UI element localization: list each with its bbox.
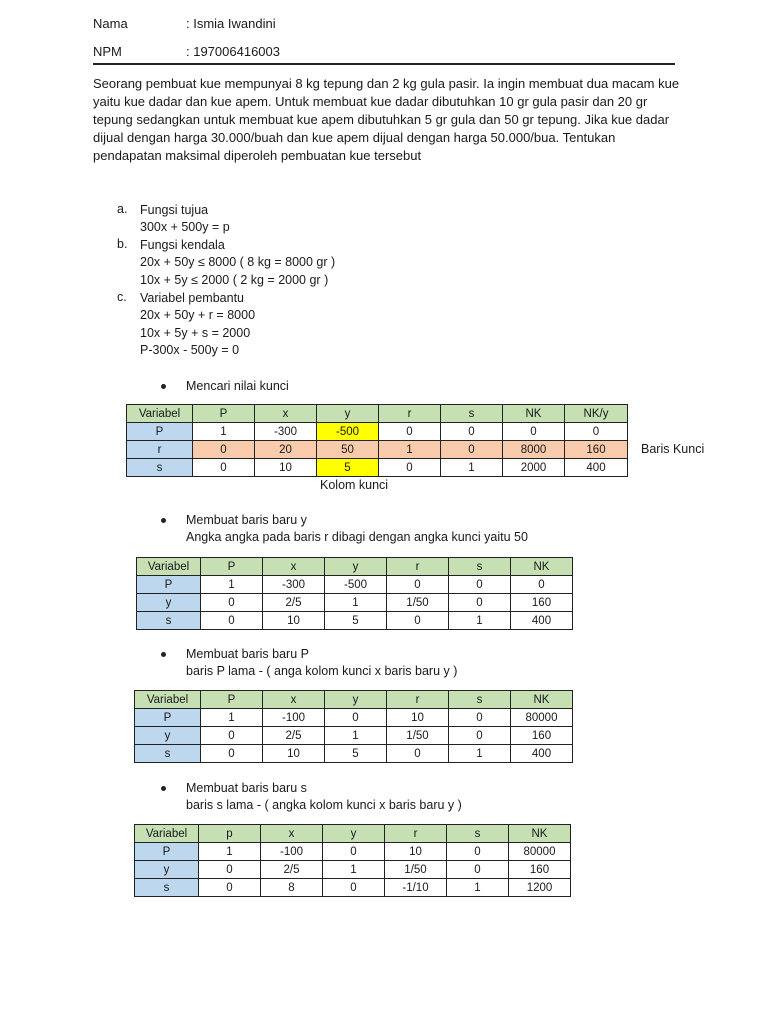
- step4-title: Membuat baris baru s: [186, 781, 307, 795]
- key-row-cell: 8000: [503, 441, 565, 459]
- header-cell: x: [255, 405, 317, 423]
- problem-statement: [93, 75, 693, 165]
- table-cell: 1: [325, 594, 387, 612]
- table-cell: 1: [441, 459, 503, 477]
- step3-description: baris P lama - ( anga kolom kunci x baris baru y ): [186, 664, 458, 678]
- table-cell: 160: [511, 594, 573, 612]
- header-cell: Variabel: [135, 691, 201, 709]
- table-cell: 1: [193, 423, 255, 441]
- table-cell: 10: [263, 612, 325, 630]
- step1-title: Mencari nilai kunci: [186, 379, 289, 393]
- table-row: [135, 879, 571, 897]
- row-label: y: [135, 727, 201, 745]
- problem-line: yaitu kue dadar dan kue apem. Untuk membuat kue dadar dibutuhkan 10 gr gula pasir dan 20 gr: [93, 94, 648, 109]
- section-c-marker: c.: [117, 290, 127, 304]
- table-cell: 2/5: [263, 727, 325, 745]
- table-cell: 80000: [509, 843, 571, 861]
- row-label: s: [135, 745, 201, 763]
- npm-value: : 197006416003: [186, 44, 280, 59]
- header-cell: s: [449, 691, 511, 709]
- name-value: : Ismia Iwandini: [186, 16, 276, 31]
- table-cell: -1/10: [385, 879, 447, 897]
- table-cell: -100: [263, 709, 325, 727]
- step3-title: Membuat baris baru P: [186, 647, 309, 661]
- key-column-cell: -500: [317, 423, 379, 441]
- problem-line: Seorang pembuat kue mempunyai 8 kg tepung dan 2 kg gula pasir. Ia ingin membuat dua macam kue: [93, 76, 680, 91]
- table-cell: 0: [201, 594, 263, 612]
- table-cell: 1/50: [387, 727, 449, 745]
- table-cell: 0: [379, 423, 441, 441]
- table-cell: 0: [511, 576, 573, 594]
- header-cell: NK/y: [565, 405, 628, 423]
- slack-equation-3: P-300x - 500y = 0: [140, 343, 240, 357]
- table-cell: 0: [449, 576, 511, 594]
- header-cell: x: [261, 825, 323, 843]
- table-cell: 400: [565, 459, 628, 477]
- header-cell: r: [387, 691, 449, 709]
- bullet-icon: [161, 786, 166, 791]
- table-cell: 1: [199, 843, 261, 861]
- row-label: P: [127, 423, 193, 441]
- table-cell: 5: [325, 612, 387, 630]
- npm-row: [0, 44, 768, 62]
- header-cell: Variabel: [137, 558, 201, 576]
- table-key-value: [126, 404, 628, 477]
- table-cell: -100: [261, 843, 323, 861]
- table-cell: 10: [387, 709, 449, 727]
- table-cell: 0: [323, 879, 385, 897]
- header-cell: y: [323, 825, 385, 843]
- table-new-row-y: [136, 557, 573, 630]
- table-cell: 0: [449, 594, 511, 612]
- table-cell: 0: [323, 843, 385, 861]
- table-cell: 0: [447, 861, 509, 879]
- table-cell: 1: [201, 709, 263, 727]
- row-label: s: [127, 459, 193, 477]
- step2-description: Angka angka pada baris r dibagi dengan angka kunci yaitu 50: [186, 530, 528, 544]
- table-cell: 0: [503, 423, 565, 441]
- npm-label: NPM: [93, 44, 122, 59]
- table-cell: 0: [199, 879, 261, 897]
- table-row: [127, 423, 628, 441]
- table-cell: 8: [261, 879, 323, 897]
- key-element-cell: 50: [317, 441, 379, 459]
- table-row: [137, 612, 573, 630]
- table-new-row-s: [134, 824, 571, 897]
- header-cell: r: [387, 558, 449, 576]
- table-row: [135, 843, 571, 861]
- table-row: [127, 459, 628, 477]
- table-row: [135, 709, 573, 727]
- table-cell: 1/50: [385, 861, 447, 879]
- header-cell: x: [263, 558, 325, 576]
- table-cell: 400: [511, 612, 573, 630]
- header-cell: s: [449, 558, 511, 576]
- section-b-title: Fungsi kendala: [140, 238, 225, 252]
- header-cell: r: [379, 405, 441, 423]
- header-cell: p: [199, 825, 261, 843]
- row-label: y: [135, 861, 199, 879]
- header-cell: y: [325, 691, 387, 709]
- bullet-icon: [161, 652, 166, 657]
- header-cell: y: [317, 405, 379, 423]
- table-cell: 1: [447, 879, 509, 897]
- header-cell: Variabel: [135, 825, 199, 843]
- table-cell: 2000: [503, 459, 565, 477]
- slack-equation-2: 10x + 5y + s = 2000: [140, 326, 251, 340]
- table-cell: 0: [565, 423, 628, 441]
- key-row-cell: 0: [441, 441, 503, 459]
- header-cell: P: [201, 558, 263, 576]
- table-cell: 0: [199, 861, 261, 879]
- table-cell: 0: [201, 727, 263, 745]
- table-cell: 1/50: [387, 594, 449, 612]
- header-cell: s: [441, 405, 503, 423]
- table-cell: -300: [255, 423, 317, 441]
- key-row-cell: 20: [255, 441, 317, 459]
- name-label: Nama: [93, 16, 128, 31]
- header-cell: NK: [511, 558, 573, 576]
- table-cell: 0: [193, 459, 255, 477]
- table-cell: 1: [325, 727, 387, 745]
- header-cell: Variabel: [127, 405, 193, 423]
- table-row: [135, 861, 571, 879]
- header-cell: P: [201, 691, 263, 709]
- table-cell: 400: [511, 745, 573, 763]
- step2-title: Membuat baris baru y: [186, 513, 307, 527]
- key-column-cell: 5: [317, 459, 379, 477]
- table-cell: 0: [325, 709, 387, 727]
- key-row-cell: 160: [565, 441, 628, 459]
- problem-line: pendapatan maksimal diperoleh pembuatan kue tersebut: [93, 148, 422, 163]
- table-cell: 0: [447, 843, 509, 861]
- table-cell: 0: [387, 745, 449, 763]
- step4-description: baris s lama - ( angka kolom kunci x baris baru y ): [186, 798, 462, 812]
- table-cell: 1: [323, 861, 385, 879]
- row-label: s: [135, 879, 199, 897]
- bullet-icon: [161, 518, 166, 523]
- table-cell: -300: [263, 576, 325, 594]
- row-label: P: [137, 576, 201, 594]
- section-b-marker: b.: [117, 237, 128, 251]
- table-cell: 1: [449, 612, 511, 630]
- row-label: y: [137, 594, 201, 612]
- key-row-cell: 0: [193, 441, 255, 459]
- table-cell: 0: [441, 423, 503, 441]
- table-cell: 10: [263, 745, 325, 763]
- header-cell: NK: [511, 691, 573, 709]
- table-cell: 0: [201, 612, 263, 630]
- problem-line: tepung sedangkan untuk membuat kue apem dibutuhkan 5 gr gula dan 50 gr tepung. Jika kue dadar: [93, 112, 670, 127]
- row-label: r: [127, 441, 193, 459]
- problem-line: dijual dengan harga 30.000/buah dan kue apem dijual dengan harga 50.000/bua. Tentukan: [93, 130, 616, 145]
- table-cell: 2/5: [263, 594, 325, 612]
- table-cell: 1: [449, 745, 511, 763]
- table-cell: 0: [449, 709, 511, 727]
- row-label: P: [135, 709, 201, 727]
- key-column-label: Kolom kunci: [320, 478, 389, 492]
- table-cell: 160: [509, 861, 571, 879]
- row-label: s: [137, 612, 201, 630]
- header-cell: s: [447, 825, 509, 843]
- constraint-2: 10x + 5y ≤ 2000 ( 2 kg = 2000 gr ): [140, 273, 329, 287]
- header-cell: y: [325, 558, 387, 576]
- objective-function: 300x + 500y = p: [140, 220, 230, 234]
- row-label: P: [135, 843, 199, 861]
- table-cell: 0: [379, 459, 441, 477]
- bullet-icon: [161, 384, 166, 389]
- name-row: [0, 16, 768, 34]
- table-row: [135, 745, 573, 763]
- key-row: [127, 441, 628, 459]
- constraint-1: 20x + 50y ≤ 8000 ( 8 kg = 8000 gr ): [140, 255, 336, 269]
- header-cell: r: [385, 825, 447, 843]
- table-cell: 1: [201, 576, 263, 594]
- key-row-cell: 1: [379, 441, 441, 459]
- section-a-marker: a.: [117, 202, 128, 216]
- table-row: [137, 594, 573, 612]
- table-new-row-p: [134, 690, 573, 763]
- table-row: [137, 576, 573, 594]
- header-cell: NK: [509, 825, 571, 843]
- table-cell: 10: [255, 459, 317, 477]
- table-cell: 1200: [509, 879, 571, 897]
- slack-equation-1: 20x + 50y + r = 8000: [140, 308, 256, 322]
- table-cell: -500: [325, 576, 387, 594]
- header-cell: P: [193, 405, 255, 423]
- table-cell: 0: [387, 612, 449, 630]
- header-cell: NK: [503, 405, 565, 423]
- table-cell: 160: [511, 727, 573, 745]
- header-divider: [93, 63, 675, 65]
- table-cell: 2/5: [261, 861, 323, 879]
- section-a-title: Fungsi tujua: [140, 203, 209, 217]
- table-cell: 10: [385, 843, 447, 861]
- table-row: [135, 727, 573, 745]
- table-cell: 0: [387, 576, 449, 594]
- key-row-label: Baris Kunci: [641, 442, 705, 456]
- table-cell: 0: [201, 745, 263, 763]
- table-cell: 5: [325, 745, 387, 763]
- header-cell: x: [263, 691, 325, 709]
- table-cell: 0: [449, 727, 511, 745]
- section-c-title: Variabel pembantu: [140, 291, 245, 305]
- table-cell: 80000: [511, 709, 573, 727]
